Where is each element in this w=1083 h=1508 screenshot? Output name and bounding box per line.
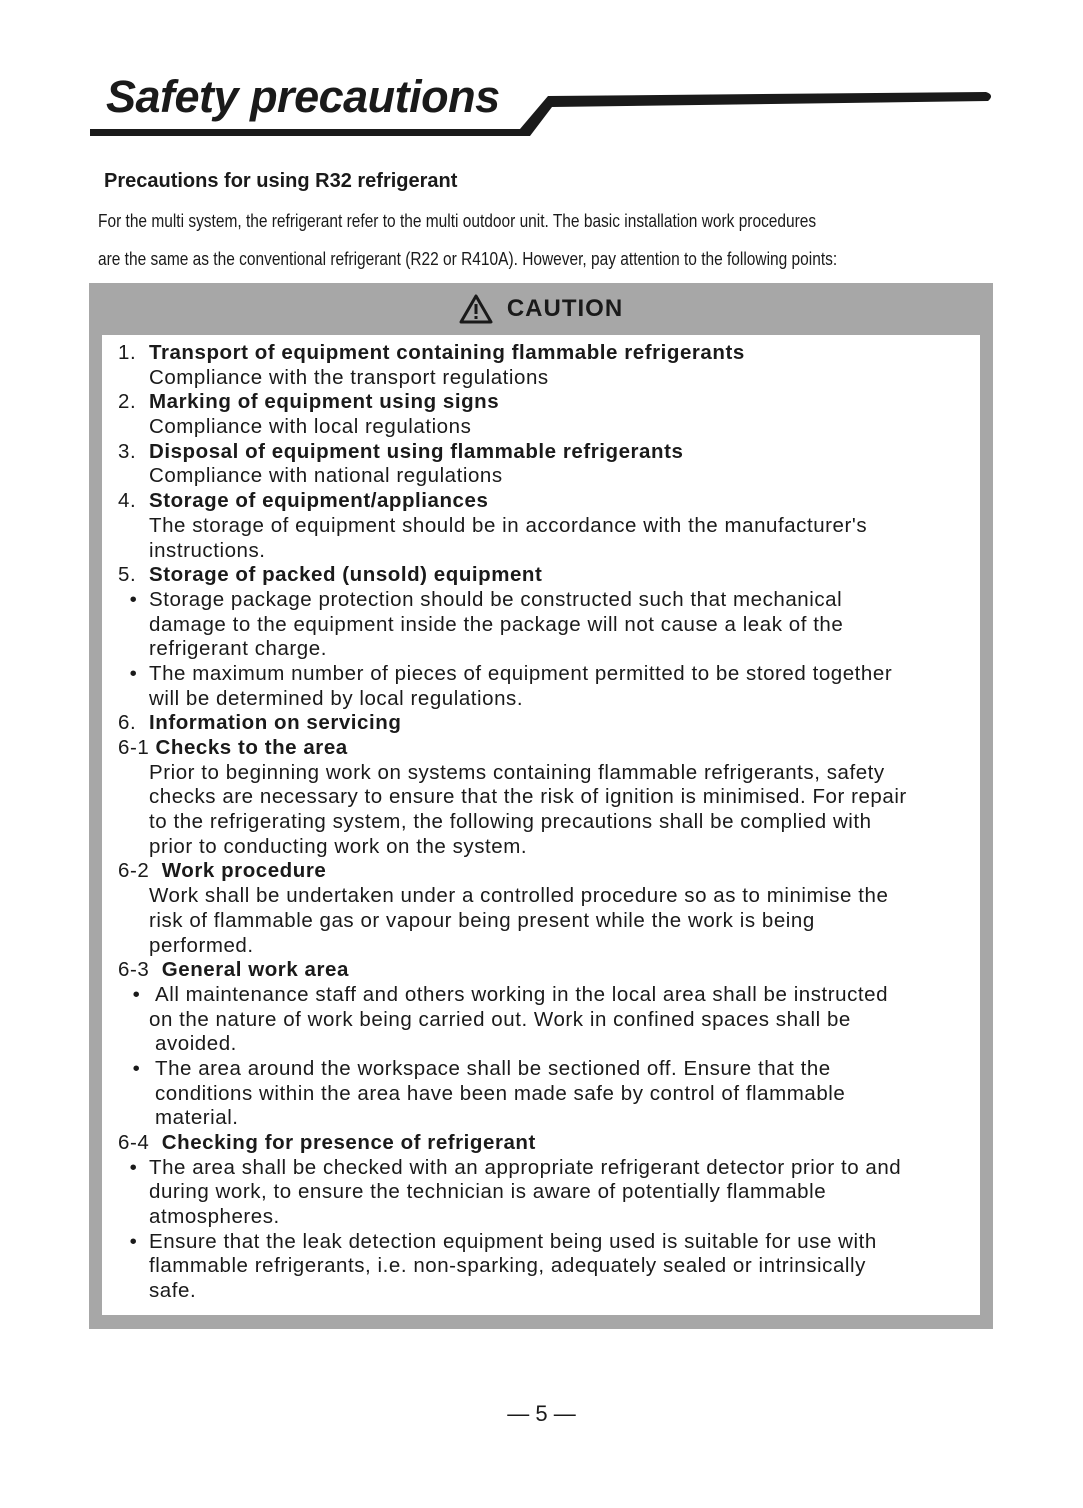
caution-content bbox=[102, 335, 980, 1315]
bullet-line: • The area around the workspace shall be sectioned off. Ensure that the bbox=[118, 1057, 988, 1082]
list-item-title: Storage of equipment/appliances bbox=[149, 489, 489, 513]
bullet-line: during work, to ensure the technician is aware of potentially flammable bbox=[149, 1180, 827, 1204]
bullet-icon: • bbox=[132, 982, 141, 1006]
list-item-text: instructions. bbox=[149, 538, 266, 562]
bullet-line: damage to the equipment inside the package will not cause a leak of the bbox=[149, 612, 844, 636]
bullet-line: material. bbox=[155, 1106, 239, 1130]
intro-line-2: are the same as the conventional refrigerant (R22 or R410A). However, pay attention to the following points: bbox=[98, 249, 838, 269]
subsection-6-3-heading: 6-3 General work area bbox=[118, 958, 349, 982]
warning-triangle-icon bbox=[459, 294, 493, 324]
list-item-3-heading: 3. Disposal of equipment using flammable refrigerants bbox=[118, 439, 684, 463]
bullet-line: flammable refrigerants, i.e. non-sparking, adequately sealed or intrinsically bbox=[149, 1254, 866, 1278]
caution-body bbox=[118, 341, 988, 1304]
list-item-6-heading: 6. Information on servicing bbox=[118, 711, 402, 735]
bullet-line: • Ensure that the leak detection equipment being used is suitable for use with bbox=[118, 1230, 988, 1255]
page-number: — 5 — bbox=[507, 1401, 576, 1426]
list-item-title: Information on servicing bbox=[149, 711, 402, 735]
bullet-icon: • bbox=[129, 587, 138, 611]
page-header bbox=[0, 0, 1083, 150]
list-item-5-heading: 5. Storage of packed (unsold) equipment bbox=[118, 563, 543, 587]
list-item-text: The storage of equipment should be in accordance with the manufacturer's bbox=[149, 513, 868, 537]
bullet-line: • The maximum number of pieces of equipment permitted to be stored together bbox=[118, 662, 988, 687]
bullet-icon: • bbox=[129, 661, 138, 685]
bullet-line: • All maintenance staff and others working in the local area shall be instructed bbox=[118, 983, 988, 1008]
list-item-title: Transport of equipment containing flammable refrigerants bbox=[149, 341, 745, 364]
subsection-text: performed. bbox=[149, 933, 254, 957]
subsection-text: checks are necessary to ensure that the risk of ignition is minimised. For repair bbox=[149, 785, 907, 809]
subsection-text: risk of flammable gas or vapour being present while the work is being bbox=[149, 908, 815, 932]
list-item-title: Storage of packed (unsold) equipment bbox=[149, 563, 543, 587]
bullet-icon: • bbox=[129, 1155, 138, 1179]
list-item-1-heading: 1. Transport of equipment containing flammable refrigerants bbox=[118, 341, 745, 364]
list-item-title: Disposal of equipment using flammable refrigerants bbox=[149, 439, 684, 463]
bullet-line: • Storage package protection should be constructed such that mechanical bbox=[118, 588, 988, 613]
section-heading: Precautions for using R32 refrigerant bbox=[104, 170, 458, 192]
bullet-line: conditions within the area have been made safe by control of flammable bbox=[155, 1081, 846, 1105]
bullet-line: will be determined by local regulations. bbox=[149, 686, 524, 710]
list-item-text: Compliance with the transport regulations bbox=[149, 365, 549, 389]
subsection-6-2-heading: 6-2 Work procedure bbox=[118, 859, 327, 883]
list-item-text: Compliance with local regulations bbox=[149, 415, 472, 439]
caution-title: CAUTION bbox=[506, 295, 624, 322]
list-item-text: Compliance with national regulations bbox=[149, 464, 503, 488]
bullet-line: safe. bbox=[149, 1279, 197, 1303]
subsection-title: General work area bbox=[161, 958, 349, 982]
bullet-icon: • bbox=[129, 1229, 138, 1253]
caution-header bbox=[89, 283, 993, 335]
bullet-line: atmospheres. bbox=[149, 1205, 280, 1229]
subsection-title: Work procedure bbox=[161, 859, 327, 883]
bullet-icon: • bbox=[132, 1056, 141, 1080]
subsection-6-4-heading: 6-4 Checking for presence of refrigerant bbox=[118, 1131, 536, 1154]
subsection-text: Work shall be undertaken under a controlled procedure so as to minimise the bbox=[149, 884, 889, 908]
page-title: Safety precautions bbox=[106, 71, 500, 122]
subsection-title: Checks to the area bbox=[155, 736, 348, 759]
list-item-title: Marking of equipment using signs bbox=[149, 390, 500, 414]
list-item-2-heading: 2. Marking of equipment using signs bbox=[118, 390, 500, 414]
bullet-line: avoided. bbox=[155, 1032, 237, 1056]
subsection-6-1-heading: 6-1 Checks to the area bbox=[118, 736, 348, 759]
subsection-title: Checking for presence of refrigerant bbox=[161, 1131, 536, 1154]
bullet-line: refrigerant charge. bbox=[149, 637, 327, 661]
subsection-text: to the refrigerating system, the following precautions shall be complied with bbox=[149, 810, 872, 834]
caution-box bbox=[89, 283, 993, 1329]
bullet-line: on the nature of work being carried out. Work in confined spaces shall be bbox=[149, 1007, 851, 1031]
list-item-4-heading: 4. Storage of equipment/appliances bbox=[118, 489, 489, 513]
bullet-line: • The area shall be checked with an appropriate refrigerant detector prior to and bbox=[118, 1156, 988, 1181]
subsection-text: prior to conducting work on the system. bbox=[149, 834, 528, 858]
intro-line-1: For the multi system, the refrigerant refer to the multi outdoor unit. The basic installation work procedures bbox=[98, 211, 817, 231]
subsection-text: Prior to beginning work on systems containing flammable refrigerants, safety bbox=[149, 760, 885, 784]
